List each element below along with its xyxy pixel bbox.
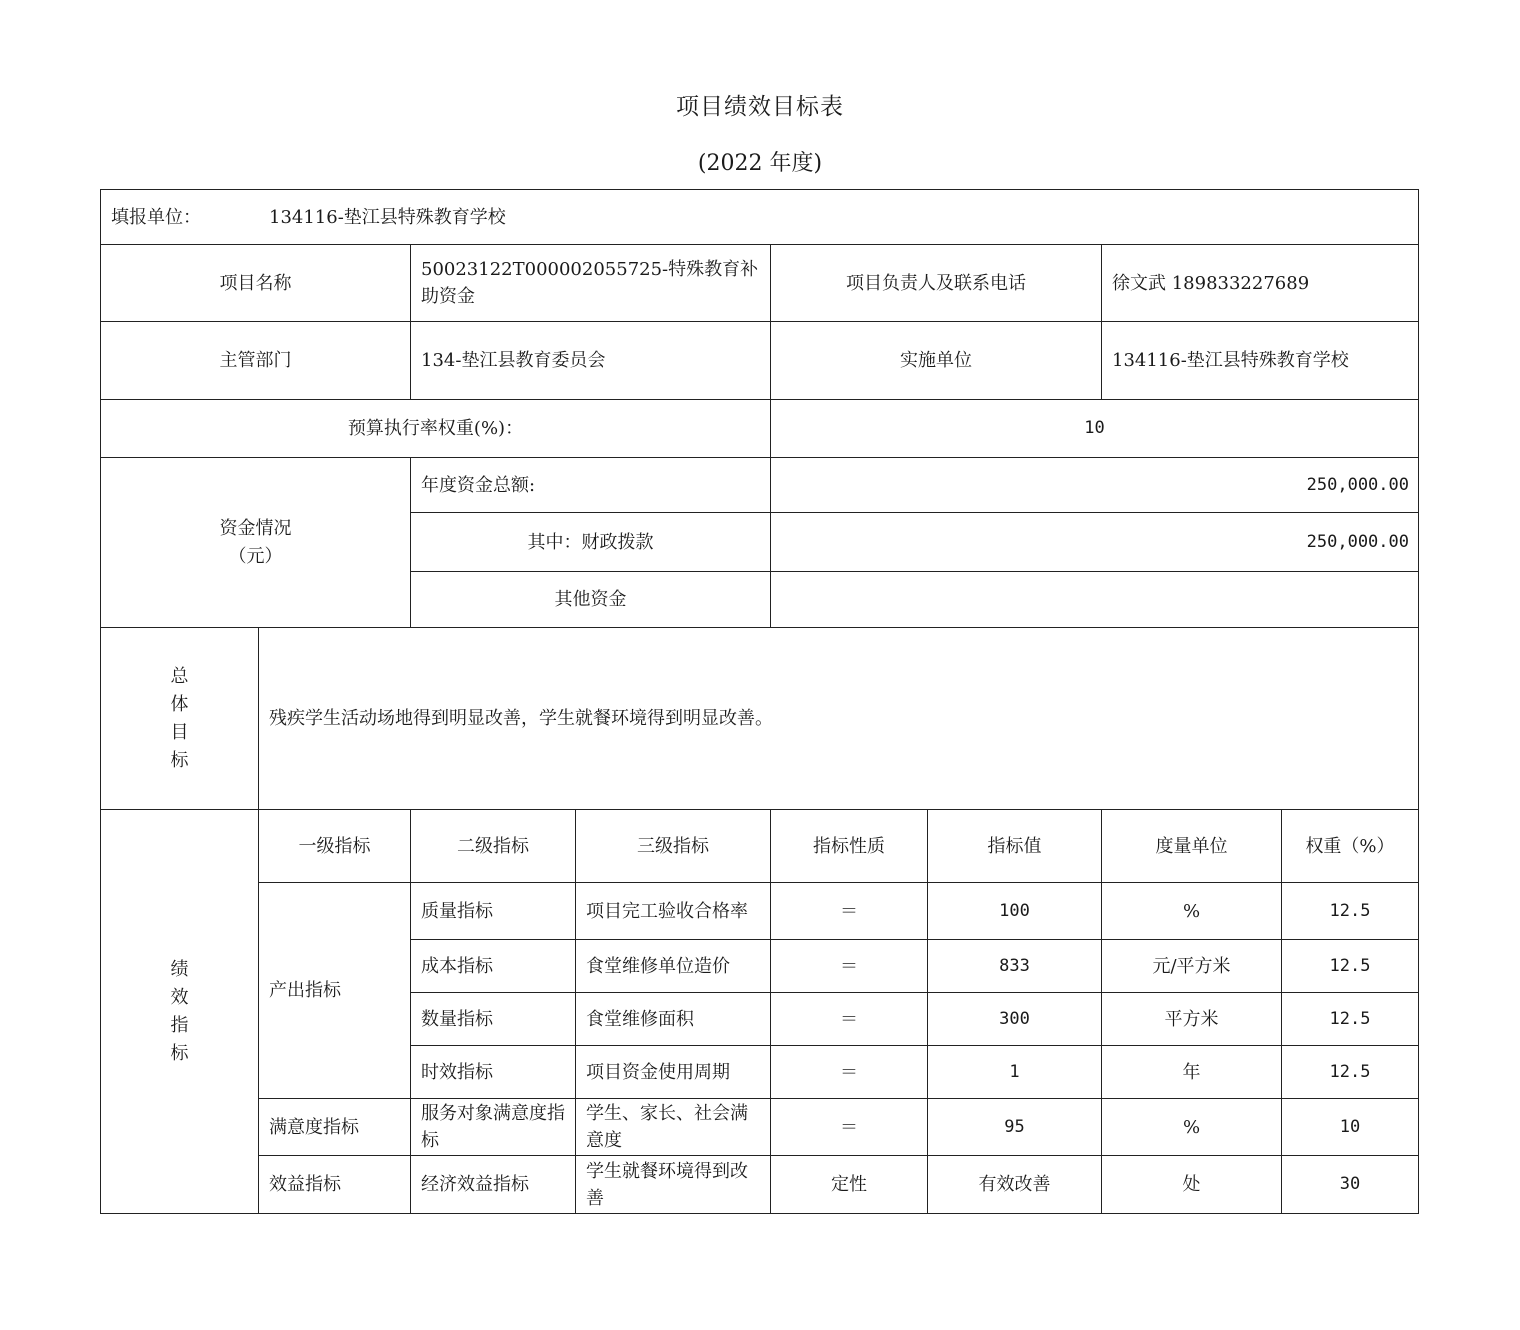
row-value: 300 bbox=[999, 1008, 1030, 1029]
funds-label bbox=[100, 457, 411, 628]
other-funds-value bbox=[770, 571, 1419, 628]
project-name-value: 50023122T000002055725-特殊教育补助资金 bbox=[421, 259, 759, 307]
row-weight: 12.5 bbox=[1329, 900, 1371, 921]
row-level3: 项目完工验收合格率 bbox=[586, 900, 748, 922]
row-nature: 定性 bbox=[831, 1174, 867, 1195]
fiscal-allocation-label: 其中：财政拨款 bbox=[527, 531, 654, 553]
overall-goal-label bbox=[100, 627, 259, 810]
fiscal-allocation-value: 250,000.00 bbox=[1306, 531, 1409, 552]
goal-label-char: 总 bbox=[170, 665, 189, 687]
funds-unit-text: （元） bbox=[228, 545, 283, 567]
reporting-unit-value: 134116-垫江县特殊教育学校 bbox=[269, 206, 506, 228]
row-value: 100 bbox=[999, 900, 1030, 921]
annual-total-label: 年度资金总额: bbox=[421, 474, 536, 496]
output-indicator-group: 产出指标 bbox=[269, 980, 341, 1001]
row-level2: 质量指标 bbox=[421, 900, 493, 922]
page-subtitle-year: (2022 年度) bbox=[697, 151, 823, 176]
row-level1: 满意度指标 bbox=[269, 1116, 359, 1138]
row-unit: 元/平方米 bbox=[1152, 955, 1231, 977]
row-level3: 学生、家长、社会满意度 bbox=[586, 1103, 748, 1151]
row-weight: 10 bbox=[1339, 1116, 1361, 1137]
row-level1: 效益指标 bbox=[269, 1174, 341, 1195]
goal-label-char: 标 bbox=[170, 749, 189, 771]
page-title: 项目绩效目标表 bbox=[676, 94, 844, 120]
row-level2: 服务对象满意度指标 bbox=[421, 1103, 565, 1151]
row-unit: % bbox=[1182, 1116, 1201, 1138]
row-level3: 项目资金使用周期 bbox=[586, 1061, 730, 1083]
row-level3: 学生就餐环境得到改善 bbox=[586, 1160, 748, 1209]
goal-label-char: 目 bbox=[170, 721, 189, 743]
perf-label-char: 指 bbox=[170, 1014, 189, 1036]
row-weight: 12.5 bbox=[1329, 955, 1371, 976]
row-value: 有效改善 bbox=[978, 1174, 1051, 1195]
budget-rate-label: 预算执行率权重(%)： bbox=[347, 418, 524, 439]
row-value: 95 bbox=[1004, 1116, 1025, 1137]
row-nature: ＝ bbox=[840, 1061, 858, 1083]
budget-rate-value: 10 bbox=[1084, 418, 1105, 438]
row-nature: ＝ bbox=[840, 955, 858, 977]
project-name-label: 项目名称 bbox=[219, 272, 292, 294]
perf-label-char: 绩 bbox=[170, 958, 189, 980]
row-unit: 年 bbox=[1182, 1061, 1201, 1083]
header-level2: 二级指标 bbox=[457, 835, 529, 857]
row-unit: 平方米 bbox=[1164, 1008, 1219, 1030]
supervising-dept-value: 134-垫江县教育委员会 bbox=[421, 350, 606, 371]
implementing-unit-label: 实施单位 bbox=[900, 350, 972, 371]
implementing-unit-value: 134116-垫江县特殊教育学校 bbox=[1112, 350, 1349, 371]
row-nature: ＝ bbox=[840, 1116, 858, 1138]
project-owner-label: 项目负责人及联系电话 bbox=[846, 272, 1026, 294]
row-unit: 处 bbox=[1182, 1174, 1201, 1195]
funds-label-text: 资金情况 bbox=[219, 517, 292, 539]
overall-goal-text: 残疾学生活动场地得到明显改善，学生就餐环境得到明显改善。 bbox=[269, 708, 773, 729]
row-weight: 12.5 bbox=[1329, 1061, 1371, 1082]
perf-label-char: 效 bbox=[170, 986, 189, 1008]
row-weight: 30 bbox=[1339, 1174, 1361, 1194]
row-value: 1 bbox=[1009, 1061, 1020, 1082]
project-owner-value: 徐文武 189833227689 bbox=[1112, 272, 1310, 294]
reporting-unit-label: 填报单位： bbox=[111, 206, 201, 228]
perf-label-char: 标 bbox=[170, 1042, 189, 1064]
row-level3: 食堂维修面积 bbox=[586, 1008, 694, 1030]
performance-indicators-label bbox=[100, 809, 259, 1214]
header-level1: 一级指标 bbox=[298, 835, 371, 857]
row-nature: ＝ bbox=[840, 1008, 858, 1030]
header-unit: 度量单位 bbox=[1155, 835, 1228, 857]
row-value: 833 bbox=[999, 955, 1030, 976]
header-level3: 三级指标 bbox=[637, 835, 709, 857]
annual-total-value: 250,000.00 bbox=[1306, 474, 1409, 495]
row-level2: 时效指标 bbox=[421, 1061, 493, 1083]
header-weight: 权重（%） bbox=[1305, 835, 1395, 857]
supervising-dept-label: 主管部门 bbox=[219, 350, 292, 371]
header-nature: 指标性质 bbox=[813, 835, 885, 857]
row-unit: % bbox=[1182, 900, 1201, 922]
row-level3: 食堂维修单位造价 bbox=[586, 955, 730, 977]
row-nature: ＝ bbox=[840, 900, 858, 922]
row-level2: 数量指标 bbox=[421, 1008, 493, 1030]
row-level2: 经济效益指标 bbox=[421, 1174, 529, 1195]
other-funds-label: 其他资金 bbox=[554, 589, 627, 610]
row-level2: 成本指标 bbox=[421, 955, 493, 977]
goal-label-char: 体 bbox=[170, 693, 189, 715]
row-weight: 12.5 bbox=[1329, 1008, 1371, 1029]
header-value: 指标值 bbox=[987, 835, 1042, 857]
